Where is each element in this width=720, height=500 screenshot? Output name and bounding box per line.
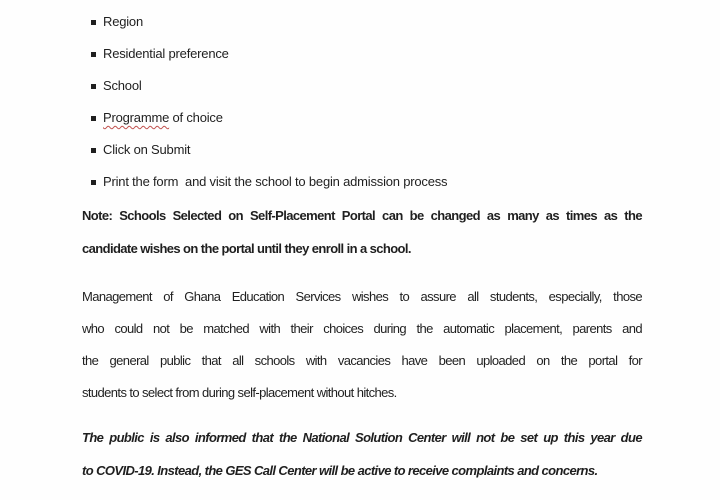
closing-paragraph <box>82 421 642 487</box>
bullet-square-icon <box>91 84 96 89</box>
bullet-square-icon <box>91 116 96 121</box>
list-item-text: Click on Submit <box>103 142 191 157</box>
management-paragraph <box>82 281 642 409</box>
list-item-print-the-form <box>82 166 642 198</box>
bullet-square-icon <box>91 148 96 153</box>
text-line: the general public that all schools with vacancies have been uploaded on the portal for <box>82 353 642 368</box>
text-line: who could not be matched with their choices during the automatic placement, parents and <box>82 321 642 336</box>
text-line: students to select from during self-placement without hitches. <box>82 385 397 400</box>
document-page <box>82 0 642 500</box>
text-line: The public is also informed that the National Solution Center will not be set up this year due <box>82 430 642 445</box>
list-item-text: School <box>103 78 142 93</box>
list-item-text-rest: of choice <box>169 110 223 125</box>
list-item-text <box>103 110 223 125</box>
bullet-square-icon <box>91 20 96 25</box>
list-item-text: Region <box>103 14 143 29</box>
spellcheck-underlined-word: Programme <box>103 110 170 125</box>
text-line: Note: Schools Selected on Self-Placement Portal can be changed as many as times as the <box>82 208 642 223</box>
bullet-square-icon <box>91 52 96 57</box>
bullet-square-icon <box>91 180 96 185</box>
list-item-click-on-submit <box>82 134 642 166</box>
text-line: candidate wishes on the portal until they enroll in a school. <box>82 241 411 256</box>
list-item-programme-of-choice <box>82 102 642 134</box>
list-item-region <box>82 6 642 38</box>
text-line: to COVID-19. Instead, the GES Call Center will be active to receive complaints and concerns. <box>82 463 598 478</box>
list-item-residential-preference <box>82 38 642 70</box>
bullet-list <box>82 6 642 198</box>
list-item-text: Print the form and visit the school to begin admission process <box>103 174 448 189</box>
note-paragraph <box>82 199 642 265</box>
text-line: Management of Ghana Education Services wishes to assure all students, especially, those <box>82 289 642 304</box>
list-item-school <box>82 70 642 102</box>
list-item-text: Residential preference <box>103 46 229 61</box>
